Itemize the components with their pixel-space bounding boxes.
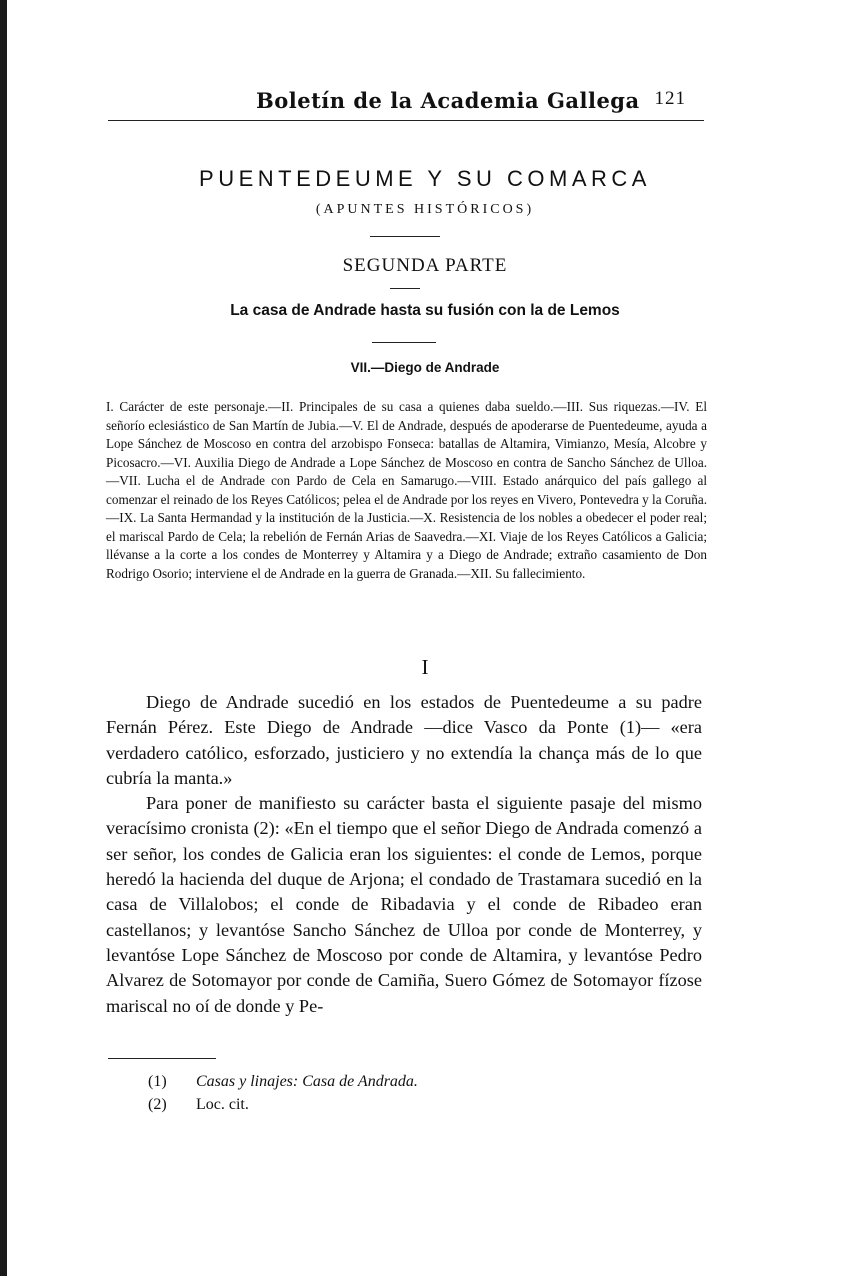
section-number: I	[421, 655, 429, 679]
footnote-text: Loc. cit.	[196, 1096, 249, 1113]
body-text	[106, 690, 702, 1019]
binding-edge	[0, 0, 7, 1276]
part-divider	[390, 288, 420, 289]
footnote-number: (1)	[148, 1073, 167, 1090]
chapter-summary: I. Carácter de este personaje.—II. Principales de su casa a quienes daba sueldo.—III. Sus riquezas.—IV. El señorío eclesiástico de San Martín de Jubia.—V. El de Andrade, después de apoderarse de Puentedeume, ayuda a Lope Sánchez de Moscoso en contra del arzobispo Fonseca: batallas de Altamira, Vimianzo, Mesía, Alcobre y Picosacro.—VI. Auxilia Diego de Andrade a Lope Sánchez de Moscoso en contra de Sancho Sánchez de Ulloa.—VII. Lucha el de Andrade con Pardo de Cela en Samarugo.—VIII. Estado anárquico del país gallego al comenzar el reinado de los Reyes Católicos; pelea el de Andrade por los reyes en Vivero, Pontevedra y la Coruña.—IX. La Santa Hermandad y la institución de la Justicia.—X. Resistencia de los nobles a obedecer el poder real; el mariscal Pardo de Cela; la rebelión de Fernán Arias de Saavedra.—XI. Viaje de los Reyes Católicos a Galicia; llévanse a la corte a los condes de Monterrey y Altamira y a Diego de Andrade; extraño casamiento de Don Rodrigo Osorio; interviene el de Andrade en la guerra de Granada.—XII. Su fallecimiento.	[106, 399, 707, 581]
title-divider	[370, 236, 440, 237]
journal-title: Boletín de la Academia Gallega	[256, 88, 640, 113]
section-divider	[372, 342, 436, 343]
article-subtitle: (APUNTES HISTÓRICOS)	[315, 202, 535, 217]
chapter-title: VII.—Diego de Andrade	[350, 360, 500, 375]
footnote-2	[148, 1096, 249, 1114]
footnote-number: (2)	[148, 1096, 167, 1113]
paragraph: Diego de Andrade sucedió en los estados de Puentedeume a su padre Fernán Pérez. Este Diego de Andrade —dice Vasco da Ponte (1)— «era verdadero católico, esforzado, justiciero y no extendía la chança más de lo que cubría la manta.»	[106, 692, 702, 788]
running-header	[108, 84, 704, 121]
article-title: PUENTEDEUME Y SU COMARCA	[199, 166, 651, 191]
paragraph: Para poner de manifiesto su carácter basta el siguiente pasaje del mismo veracísimo cronista (2): «En el tiempo que el señor Diego de Andrada comenzó a ser señor, los condes de Galicia eran los siguientes: el conde de Lemos, porque heredó la hacienda del duque de Arjona; el condado de Trastamara sucedió en la casa de Villalobos; el conde de Ribadavia y el conde de Ribadeo eran castellanos; y levantóse Sancho Sánchez de Ulloa por conde de Monterrey, y levantóse Lope Sánchez de Moscoso por conde de Altamira, y levantóse Pedro Alvarez de Sotomayor por conde de Camiña, Suero Gómez de Sotomayor fízose mariscal no oí de donde y Pe-	[106, 793, 702, 1016]
part-heading: SEGUNDA PARTE	[342, 255, 508, 276]
section-title: La casa de Andrade hasta su fusión con la de Lemos	[230, 302, 620, 319]
footnote-text: Casas y linajes: Casa de Andrada.	[196, 1073, 418, 1090]
footnote-1	[148, 1073, 418, 1091]
footnote-divider	[108, 1058, 216, 1059]
page-number: 121	[654, 88, 686, 109]
